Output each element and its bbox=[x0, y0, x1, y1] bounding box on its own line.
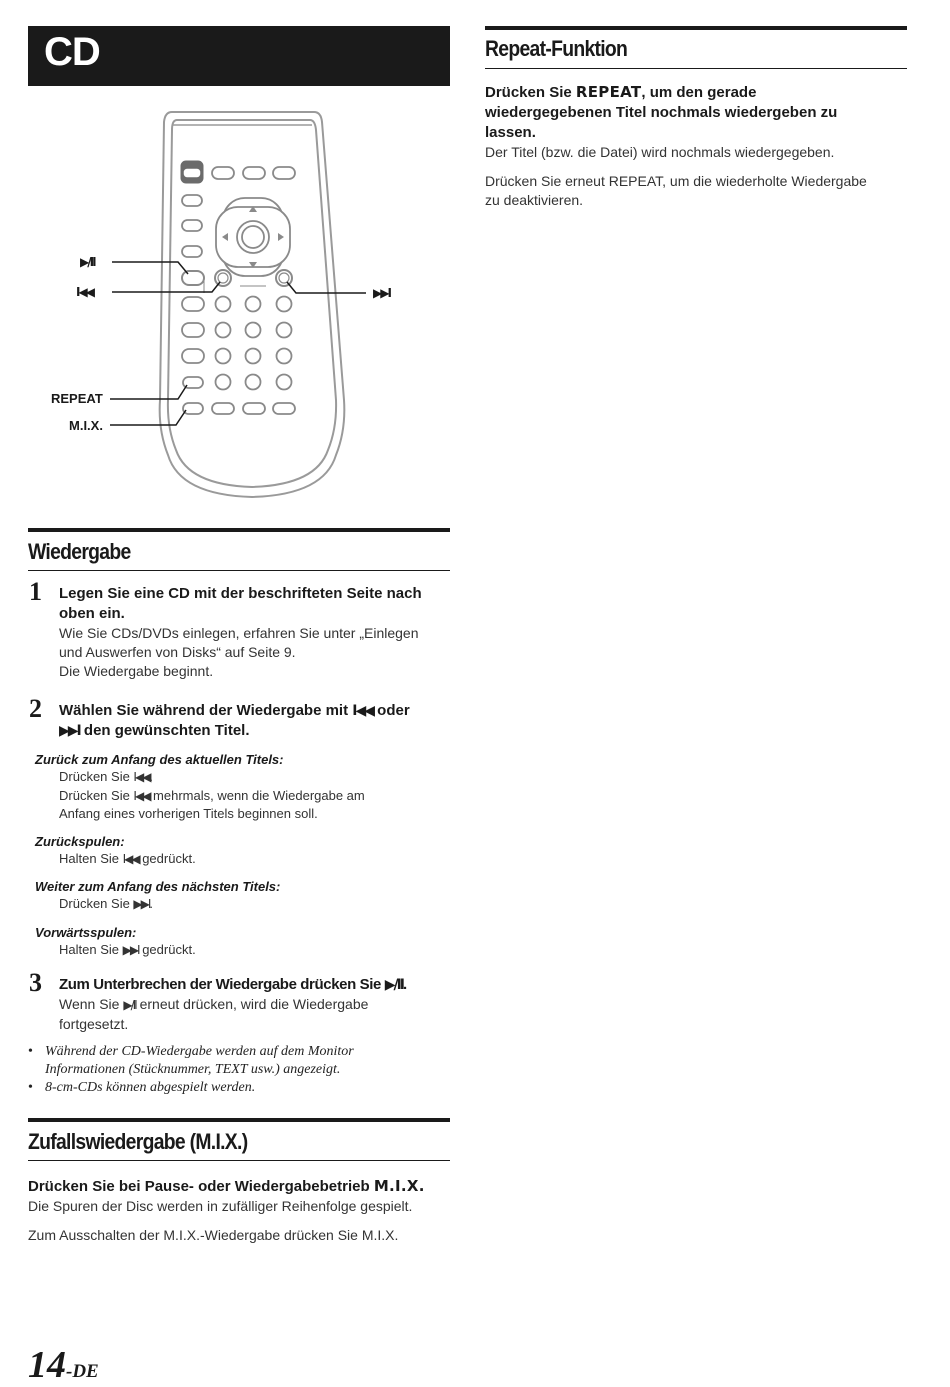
prev-icon: I◀◀ bbox=[122, 851, 139, 866]
step-1-bold-line2: oben ein. bbox=[59, 605, 125, 622]
callout-label-mix: M.I.X. bbox=[69, 418, 103, 433]
section-header-mix bbox=[28, 1118, 450, 1161]
callout-label-play-pause: ▶/II bbox=[80, 255, 95, 269]
step-1-bold-line1: Legen Sie eine CD mit der beschrifteten Seite nach bbox=[59, 585, 422, 602]
repeat-bold-line3: lassen. bbox=[485, 124, 536, 141]
callout-line-mix bbox=[110, 410, 186, 425]
step-1-text-line1: Wie Sie CDs/DVDs einlegen, erfahren Sie unter „Einlegen bbox=[59, 625, 419, 641]
step-2-bold-line1: Wählen Sie während der Wiedergabe mit I◀◀ oder bbox=[59, 702, 410, 719]
callout-line-play-pause bbox=[112, 262, 188, 274]
note-item: • 8-cm-CDs können abgespielt werden. bbox=[28, 1080, 256, 1095]
subitem-next-track: Weiter zum Anfang des nächsten Titels: Drücken Sie ▶▶I. bbox=[35, 879, 281, 911]
section-title-playback: Wiedergabe bbox=[28, 539, 131, 564]
step-number-2: 2 bbox=[29, 694, 42, 723]
callout-label-prev: I◀◀ bbox=[76, 285, 93, 299]
step-1-text-line3: Die Wiedergabe beginnt. bbox=[59, 663, 214, 679]
mix-text1: Die Spuren der Disc werden in zufälliger Reihenfolge gespielt. bbox=[28, 1198, 413, 1214]
step-2-bold-line2: ▶▶I den gewünschten Titel. bbox=[59, 722, 250, 739]
prev-icon: I◀◀ bbox=[352, 703, 374, 719]
repeat-bold-line1: Drücken Sie REPEAT, um den gerade bbox=[485, 83, 757, 101]
step-1 bbox=[59, 584, 459, 681]
step-3-bold: Zum Unterbrechen der Wiedergabe drücken Sie ▶/II. bbox=[59, 976, 407, 993]
prev-icon: I◀◀ bbox=[133, 788, 150, 803]
mix-text2: Zum Ausschalten der M.I.X.-Wiedergabe drücken Sie M.I.X. bbox=[28, 1227, 399, 1243]
repeat-text2-line1: Drücken Sie erneut REPEAT, um die wiederholte Wiedergabe bbox=[485, 173, 867, 189]
step-3 bbox=[59, 975, 459, 1034]
step-number-3: 3 bbox=[29, 968, 42, 997]
next-icon: ▶▶I bbox=[133, 897, 150, 911]
page-number: 14-DE bbox=[28, 1344, 99, 1386]
play-pause-icon: ▶/II bbox=[123, 998, 136, 1012]
callout-line-repeat bbox=[110, 385, 187, 399]
next-icon: ▶▶I bbox=[122, 942, 139, 957]
section-header-playback bbox=[28, 528, 450, 571]
callout-label-next: ▶▶I bbox=[373, 286, 390, 300]
section-title-mix: Zufallswiedergabe (M.I.X.) bbox=[28, 1129, 248, 1154]
note-item: • Während der CD-Wiedergabe werden auf dem Monitor Informationen (Stücknummer, TEXT usw.) angezeigt. bbox=[28, 1044, 354, 1077]
remote-control-illustration bbox=[40, 100, 450, 510]
step-1-text-line2: und Auswerfen von Disks“ auf Seite 9. bbox=[59, 644, 296, 660]
step-number-1: 1 bbox=[29, 577, 42, 606]
callout-label-repeat: REPEAT bbox=[51, 391, 103, 406]
repeat-text2-line2: zu deaktivieren. bbox=[485, 192, 584, 208]
remote-button-mix bbox=[183, 403, 203, 414]
repeat-text1: Der Titel (bzw. die Datei) wird nochmals wiedergegeben. bbox=[485, 144, 835, 160]
playback-subitems bbox=[35, 751, 455, 959]
step-3-text-line2: fortgesetzt. bbox=[59, 1016, 129, 1032]
subitem-fast-forward: Vorwärtsspulen: Halten Sie ▶▶I gedrückt. bbox=[35, 924, 196, 957]
page-title: CD bbox=[44, 30, 100, 74]
subitem-restart-track: Zurück zum Anfang des aktuellen Titels: Drücken Sie I◀◀. Drücken Sie I◀◀ mehrmals, wenn die Wiedergabe am Anfang eines vorherigen Titels beginnen soll. bbox=[35, 752, 365, 821]
play-pause-icon: ▶/II bbox=[384, 977, 403, 993]
next-icon: ▶▶I bbox=[59, 723, 80, 739]
step-2 bbox=[59, 701, 459, 741]
prev-icon: I◀◀ bbox=[133, 770, 150, 784]
section-header-repeat bbox=[485, 26, 907, 69]
mix-bold-line: Drücken Sie bei Pause- oder Wiedergabebetrieb M.I.X. bbox=[28, 1177, 425, 1195]
section-title-repeat: Repeat-Funktion bbox=[485, 36, 628, 61]
remote-button-play-pause bbox=[182, 271, 204, 285]
step-3-text-line1: Wenn Sie ▶/II erneut drücken, wird die Wiedergabe bbox=[59, 996, 369, 1012]
playback-notes bbox=[28, 1043, 448, 1097]
page-title-bar bbox=[28, 26, 450, 86]
repeat-instructions bbox=[485, 82, 915, 210]
repeat-bold-line2: wiedergegebenen Titel nochmals wiedergeben zu bbox=[485, 104, 838, 121]
subitem-rewind: Zurückspulen: Halten Sie I◀◀ gedrückt. bbox=[35, 833, 196, 866]
mix-instructions bbox=[28, 1176, 458, 1245]
